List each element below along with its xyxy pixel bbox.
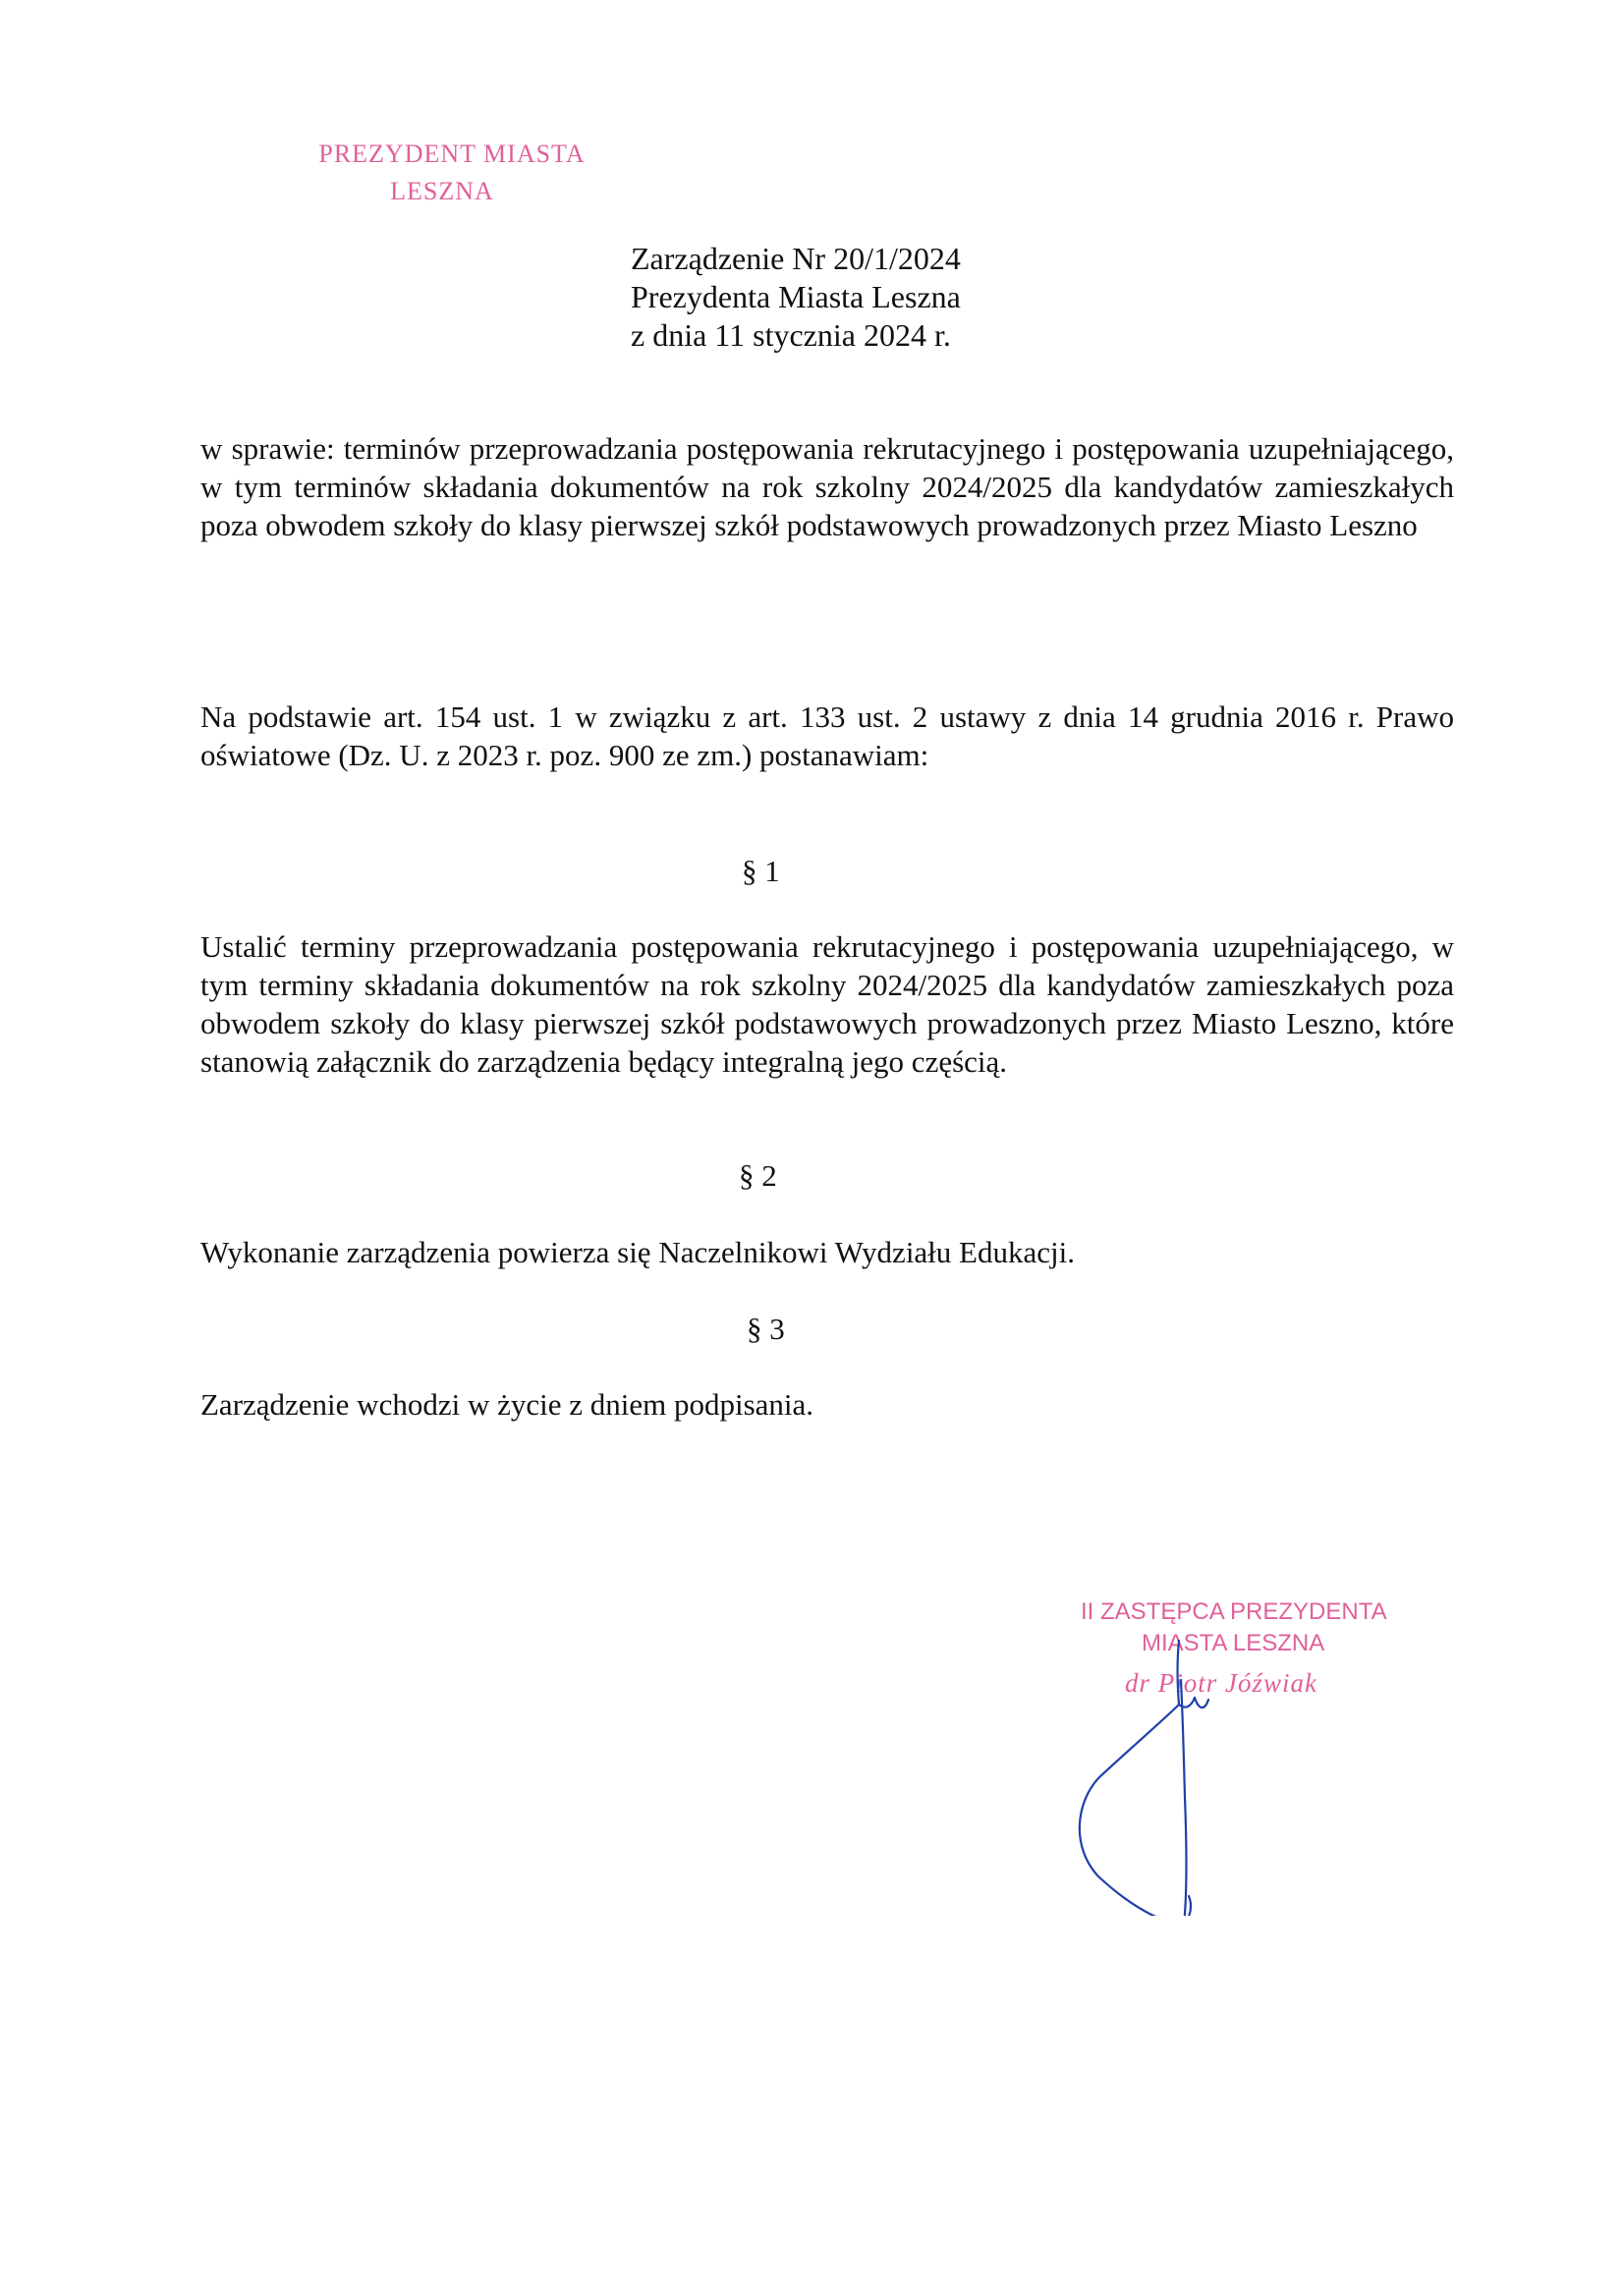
section-3-text: Zarządzenie wchodzi w życie z dniem podpisania.	[200, 1387, 814, 1422]
section-1-text: Ustalić terminy przeprowadzania postępowania rekrutacyjnego i postępowania uzupełniającego, w tym terminy składania dokumentów na rok szkolny 2024/2025 dla kandydatów zamieszkałych poza obwodem szkoły do klasy pierwszej szkół podstawowych prowadzonych przez Miasto Leszno, które stanowią załącznik do zarządzenia będący integralną jego częścią.	[200, 929, 1454, 1079]
header-stamp-line2: LESZNA	[390, 177, 494, 205]
handwritten-signature	[1071, 1601, 1267, 1916]
document-title	[631, 240, 961, 355]
section-3-mark: § 3	[747, 1312, 785, 1346]
signature-stamp-line3: dr Piotr Jóźwiak	[1125, 1668, 1317, 1698]
signature-stamp-line2: MIASTA LESZNA	[1142, 1630, 1325, 1656]
signature-stamp-line1: II ZASTĘPCA PREZYDENTA	[1081, 1598, 1387, 1625]
title-line3: z dnia 11 stycznia 2024 r.	[631, 317, 951, 353]
section-2-mark: § 2	[739, 1158, 777, 1193]
section-2-text: Wykonanie zarządzenia powierza się Naczelnikowi Wydziału Edukacji.	[200, 1235, 1075, 1269]
title-line1: Zarządzenie Nr 20/1/2024	[631, 241, 961, 276]
header-stamp	[295, 136, 609, 210]
subject-paragraph: w sprawie: terminów przeprowadzania postępowania rekrutacyjnego i postępowania uzupełniającego, w tym terminów składania dokumentów na rok szkolny 2024/2025 dla kandydatów zamieszkałych poza obwodem szkoły do klasy pierwszej szkół podstawowych prowadzonych przez Miasto Leszno	[200, 431, 1454, 542]
section-1-mark: § 1	[742, 854, 780, 888]
title-line2: Prezydenta Miasta Leszna	[631, 279, 961, 314]
legal-basis-paragraph: Na podstawie art. 154 ust. 1 w związku z art. 133 ust. 2 ustawy z dnia 14 grudnia 2016 r. Prawo oświatowe (Dz. U. z 2023 r. poz. 900 ze zm.) postanawiam:	[200, 699, 1454, 772]
header-stamp-line1: PREZYDENT MIASTA	[318, 140, 586, 168]
